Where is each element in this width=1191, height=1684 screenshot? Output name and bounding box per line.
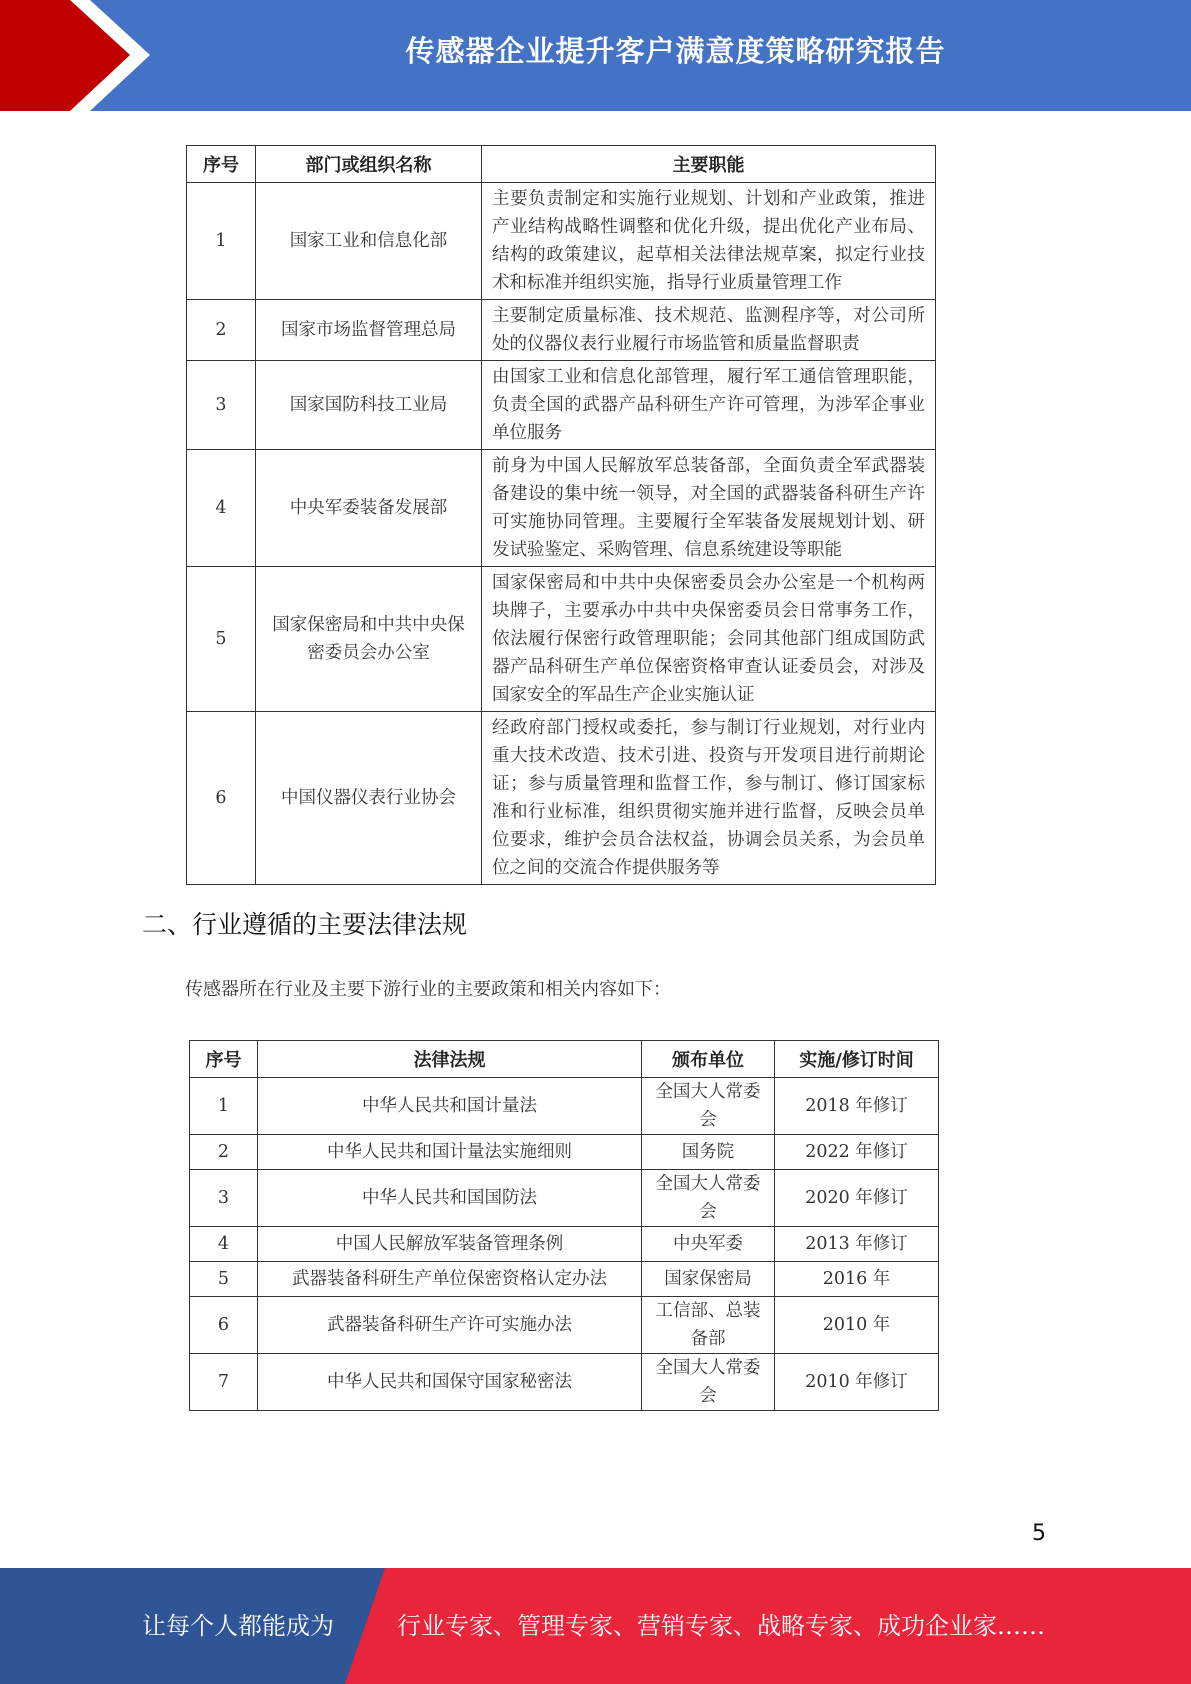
column-header: 序号 — [187, 146, 256, 183]
row-number: 1 — [190, 1078, 258, 1135]
row-number: 4 — [190, 1227, 258, 1262]
department-name: 国家市场监督管理总局 — [256, 300, 482, 361]
law-name: 武器装备科研生产单位保密资格认定办法 — [258, 1262, 642, 1297]
column-header: 颁布单位 — [642, 1041, 775, 1078]
issuing-unit: 中央军委 — [642, 1227, 775, 1262]
table-row — [187, 300, 936, 361]
row-number: 1 — [187, 183, 256, 300]
effective-time: 2022 年修订 — [775, 1135, 939, 1170]
law-name: 中华人民共和国计量法实施细则 — [258, 1135, 642, 1170]
row-number: 6 — [190, 1297, 258, 1354]
table-row — [190, 1262, 939, 1297]
table-row — [187, 712, 936, 885]
issuing-unit: 全国大人常委会 — [642, 1078, 775, 1135]
row-number: 2 — [190, 1135, 258, 1170]
column-header: 法律法规 — [258, 1041, 642, 1078]
row-number: 7 — [190, 1354, 258, 1411]
issuing-unit: 国务院 — [642, 1135, 775, 1170]
column-header: 序号 — [190, 1041, 258, 1078]
table-row — [187, 183, 936, 300]
department-duty: 经政府部门授权或委托，参与制订行业规划，对行业内重大技术改造、技术引进、投资与开发项目进行前期论证；参与质量管理和监督工作，参与制订、修订国家标准和行业标准，组织贯彻实施并进行监督，反映会员单位要求，维护会员合法权益，协调会员关系，为会员单位之间的交流合作提供服务等 — [482, 712, 936, 885]
table-row — [190, 1227, 939, 1262]
department-name: 国家工业和信息化部 — [256, 183, 482, 300]
effective-time: 2020 年修订 — [775, 1170, 939, 1227]
table-header-row — [187, 146, 936, 183]
row-number: 5 — [190, 1262, 258, 1297]
row-number: 3 — [190, 1170, 258, 1227]
column-header: 实施/修订时间 — [775, 1041, 939, 1078]
department-duty: 主要负责制定和实施行业规划、计划和产业政策，推进产业结构战略性调整和优化升级，提出优化产业布局、结构的政策建议，起草相关法律法规草案，拟定行业技术和标准并组织实施，指导行业质量管理工作 — [482, 183, 936, 300]
department-duty: 前身为中国人民解放军总装备部，全面负责全军武器装备建设的集中统一领导，对全国的武器装备科研生产许可实施协同管理。主要履行全军装备发展规划计划、研发试验鉴定、采购管理、信息系统建设等职能 — [482, 450, 936, 567]
row-number: 3 — [187, 361, 256, 450]
page-number: 5 — [1032, 1521, 1046, 1546]
row-number: 2 — [187, 300, 256, 361]
column-header: 部门或组织名称 — [256, 146, 482, 183]
department-name: 中央军委装备发展部 — [256, 450, 482, 567]
table-row — [187, 361, 936, 450]
department-name: 国家保密局和中共中央保密委员会办公室 — [256, 567, 482, 712]
footer-banner — [0, 1568, 1191, 1684]
footer-slogan-right: 行业专家、管理专家、营销专家、战略专家、成功企业家…… — [397, 1612, 1045, 1640]
table-row — [187, 450, 936, 567]
effective-time: 2018 年修订 — [775, 1078, 939, 1135]
law-name: 中华人民共和国保守国家秘密法 — [258, 1354, 642, 1411]
department-duty: 国家保密局和中共中央保密委员会办公室是一个机构两块牌子，主要承办中共中央保密委员会日常事务工作，依法履行保密行政管理职能；会同其他部门组成国防武器产品科研生产单位保密资格审查认证委员会，对涉及国家安全的军品生产企业实施认证 — [482, 567, 936, 712]
effective-time: 2010 年 — [775, 1297, 939, 1354]
row-number: 6 — [187, 712, 256, 885]
section-heading: 二、行业遵循的主要法律法规 — [142, 910, 468, 939]
report-title: 传感器企业提升客户满意度策略研究报告 — [405, 34, 946, 68]
law-name: 武器装备科研生产许可实施办法 — [258, 1297, 642, 1354]
issuing-unit: 工信部、总装备部 — [642, 1297, 775, 1354]
department-name: 国家国防科技工业局 — [256, 361, 482, 450]
table-row — [187, 567, 936, 712]
row-number: 4 — [187, 450, 256, 567]
table-header-row — [190, 1041, 939, 1078]
header-banner — [0, 0, 1191, 111]
table-row — [190, 1297, 939, 1354]
departments-table — [186, 145, 936, 885]
effective-time: 2013 年修订 — [775, 1227, 939, 1262]
department-duty: 由国家工业和信息化部管理，履行军工通信管理职能，负责全国的武器产品科研生产许可管理，为涉军企事业单位服务 — [482, 361, 936, 450]
law-name: 中华人民共和国国防法 — [258, 1170, 642, 1227]
section-intro: 传感器所在行业及主要下游行业的主要政策和相关内容如下： — [185, 979, 671, 1000]
effective-time: 2010 年修订 — [775, 1354, 939, 1411]
issuing-unit: 全国大人常委会 — [642, 1170, 775, 1227]
table-row — [190, 1170, 939, 1227]
issuing-unit: 全国大人常委会 — [642, 1354, 775, 1411]
table-row — [190, 1135, 939, 1170]
issuing-unit: 国家保密局 — [642, 1262, 775, 1297]
department-duty: 主要制定质量标准、技术规范、监测程序等，对公司所处的仪器仪表行业履行市场监管和质量监督职责 — [482, 300, 936, 361]
column-header: 主要职能 — [482, 146, 936, 183]
table-row — [190, 1078, 939, 1135]
effective-time: 2016 年 — [775, 1262, 939, 1297]
footer-slogan-left: 让每个人都能成为 — [142, 1612, 334, 1640]
department-name: 中国仪器仪表行业协会 — [256, 712, 482, 885]
laws-table — [189, 1040, 939, 1411]
table-row — [190, 1354, 939, 1411]
law-name: 中华人民共和国计量法 — [258, 1078, 642, 1135]
law-name: 中国人民解放军装备管理条例 — [258, 1227, 642, 1262]
row-number: 5 — [187, 567, 256, 712]
